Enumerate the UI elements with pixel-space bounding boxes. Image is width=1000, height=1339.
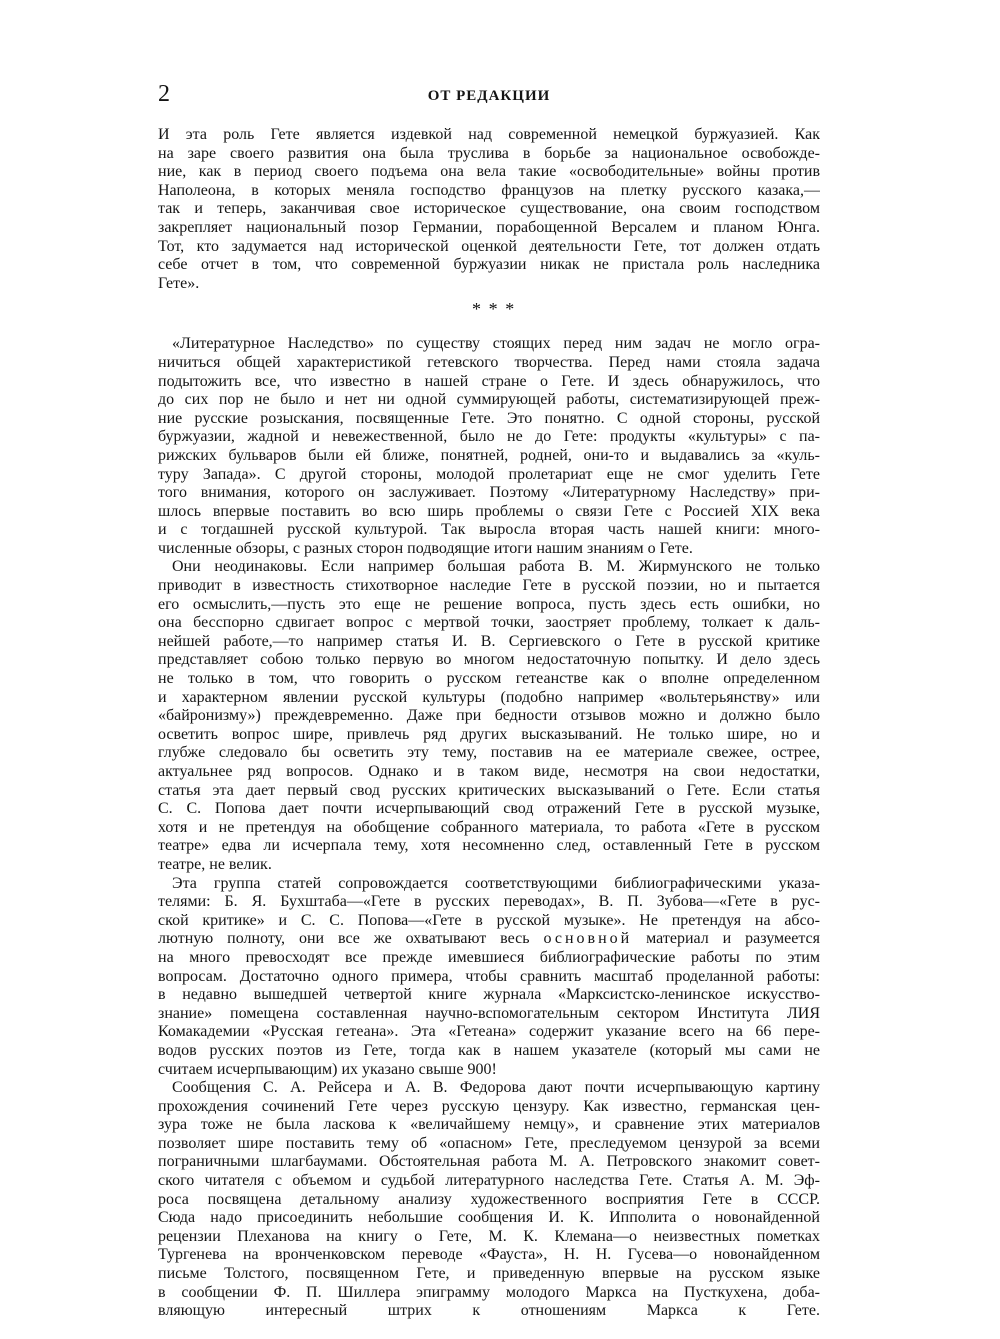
text-line: позволяет шире поставить тему об «опасном» Гете, преследуемом цензурой за всеми [158,1134,820,1152]
body-text [158,126,820,1339]
text-line: в сообщении Ф. П. Шиллера эпиграмму молодого Маркса на Пусткухена, доба- [158,1283,820,1301]
text-line: шлось впервые поставить во всю ширь проблемы о связи Гете с Россией XIX века [158,502,820,520]
paragraph [158,558,820,874]
running-title: ОТ РЕДАКЦИИ [427,88,551,104]
text-line: нейшей работе,—то например статья И. В. Сергиевского о Гете в русской критике [158,632,820,650]
text-line: ского читателя с объемом и судьбой литературного наследства Гете. Статья А. М. Эф- [158,1172,820,1190]
text-line: ской критике» и С. С. Попова—«Гете в русской музыке». Не претендуя на абсо- [158,911,820,929]
text-line: актуальнее ряд вопросов. Однако и в таком виде, несмотря на свои недостатки, [158,763,820,780]
text-line: рецензии Плеханова на книгу о Гете, М. К. Клемана—о неизвестных пометках [158,1227,820,1245]
text-line: до сих пор не было и нет ни одной суммирующей работы, систематизирующей преж- [158,391,820,409]
text-line [158,1321,820,1339]
text-line: Эта группа статей сопровождается соответствующими библиографическими указа- [172,874,820,892]
text-line: Комакадемии «Русская гетеана». Эта «Гетеана» содержит указание всего на 66 пере- [158,1023,820,1041]
text-line: театре, не велик. [158,855,272,873]
emphasized-word: основной [543,930,633,948]
text-line: водов русских поэтов из Гете, тогда как в нашем указателе (который мы сами не [158,1041,820,1059]
text-line: и характерном явлении русской культуры (подобно например «вольтерьянству» или [158,688,820,706]
text-line: закрепляет национальный позор Германии, порабощенной Версалем и планом Юнга. [158,218,820,236]
text-line: осветить вопрос шире, привлечь ряд других высказываний. Не только шире, но и [158,725,820,743]
text-line: «байронизму») преждевременно. Даже при бедности отзывов можно и должно было [158,707,820,725]
text-line: пограничными шлагбаумами. Обстоятельная работа М. А. Петровского знакомит совет- [158,1153,820,1171]
text-line: приводит в известность стихотворное наследие Гете в русской поэзии, но и пытается [158,577,820,595]
text-line: и с тогдашней русской культурой. Так выросла вторая часть нашей книги: много- [158,521,820,539]
text-line: Тургенева на вронченковском переводе «Фауста», Н. Н. Гусева—о новонайденном [158,1246,820,1264]
text-line: считаем исчерпывающим) их указано свыше 900! [158,1060,497,1078]
text-line: туру Запада». С другой стороны, молодой пролетариат еще не смог уделить Гете [158,465,820,483]
text-line: И эта роль Гете является издевкой над современной немецкой буржуазией. Как [158,126,820,143]
paragraph [158,126,820,293]
page-header [158,80,820,110]
page-number: 2 [158,81,170,107]
paragraph [158,1079,820,1339]
asterism: * * * [472,299,517,320]
text-line: подытожить все, что известно в нашей стране о Гете. И здесь обнаружилось, что [158,372,820,390]
text-line: на заре своего развития она была труслива в борьбе за национальное освобожде- [158,144,820,162]
text-line: вопросам. Достаточно одного примера, чтобы сравнить масштаб проделанной работы: [158,967,820,985]
text-line: Сообщения С. А. Рейсера и А. В. Федорова дают почти исчерпывающую картину [172,1079,820,1097]
text-line [158,930,820,949]
text-line: Гете». [158,274,200,292]
text-line: Наполеона, в которых меняла господство французов на плетку русского казака,— [158,181,820,199]
text-line: письме Толстого, посвященном Гете, и приведенную впервые на русском языке [158,1265,820,1283]
text-line: его осмыслить,—пусть это еще не решение вопроса, пусть здесь есть ошибки, но [158,595,820,613]
text-line: роса посвящена детальному анализу художественного восприятия Гете в СССР. [158,1190,820,1208]
section-divider [158,293,820,335]
text-line: Тот, кто задумается над исторической оценкой деятельности Гете, тот должен отдать [158,237,820,255]
text-run: материал и разумеется [646,930,820,948]
text-line: ние, как в период своего подъема она вела такие «освободительные» войны против [158,163,820,181]
text-line: не только в том, что говорить о русском гетеанстве как о вполне определенном [158,670,820,688]
text-line: телями: Б. Я. Бухштаба—«Гете в русских переводах», В. П. Зубова—«Гете в рус- [158,893,820,911]
text-line: на много превосходят все прежде имевшиеся библиографические работы по этим [158,948,820,966]
text-line: прохождения сочинений Гете через русскую цензуру. Как известно, германская цен- [158,1097,820,1115]
text-line: «Литературное Наследство» по существу стоящих перед ним задач не могло огра- [172,335,820,353]
text-line: хотя и не претендуя на обобщение собранного материала, то работа «Гете в русском [158,818,820,836]
text-line: статья эта дает первый свод русских критических высказываний о Гете. Если статья [158,781,820,799]
text-line: ничиться общей характеристикой гетевского творчества. Перед нами стояла задача [158,353,820,371]
text-line: ние русские розыскания, посвященные Гете. Это понятно. С одной стороны, русской [158,409,820,427]
text-line: себе отчет в том, что современной буржуазии никак не пристала роль наследника [158,256,820,274]
paragraph [158,875,820,1080]
text-line: того внимания, которого он заслуживает. Поэтому «Литературному Наследству» при- [158,484,820,502]
text-line: она бесспорно сдвигает вопрос с мертвой точки, заостряет проблему, толкает к даль- [158,614,820,632]
text-line: численные обзоры, с разных сторон подводящие итоги нашим знаниям о Гете. [158,539,693,557]
text-line: знание» помещена составленная научно-вспомогательным сектором Института ЛИЯ [158,1004,820,1022]
text-line: зура тоже не была ласкова к «величайшему немцу», и сравнение этих материалов [158,1116,820,1134]
paragraph [158,335,820,558]
text-line: глубже следовало бы осветить эту тему, поставив на ее материале свежее, острее, [158,744,820,762]
text-line: Они неодинаковы. Если например большая работа В. М. Жирмунского не только [172,558,820,576]
text-line: вляющую интересный штрих к отношениям Маркса к Гете. [158,1302,820,1320]
text-line: Сюда надо присоединить небольшие сообщения И. К. Ипполита о новонайденной [158,1209,820,1227]
text-line: С. С. Попова дает почти исчерпывающий свод отражений Гете в русской музыке, [158,800,820,818]
text-line: в недавно вышедшей четвертой книге журнала «Марксистско-ленинское искусство- [158,986,820,1004]
text-run: лютную полноту, они все же охватывают весь [158,930,530,948]
text-line: буржуазии, жадной и невежественной, было не до Гете: продукты «культуры» с па- [158,428,820,446]
text-line: рижских бульваров были ей ближе, понятней, родней, они-то и выдавались за «куль- [158,446,820,464]
text-line: представляет собою только первую во многом недостаточную попытку. И дело здесь [158,651,820,669]
text-line: так и теперь, заканчивая свое историческое существование, она своим господством [158,200,820,218]
text-line: театре» едва ли исчерпала тему, хотя несомненно след, оставленный Гете в русском [158,837,820,855]
